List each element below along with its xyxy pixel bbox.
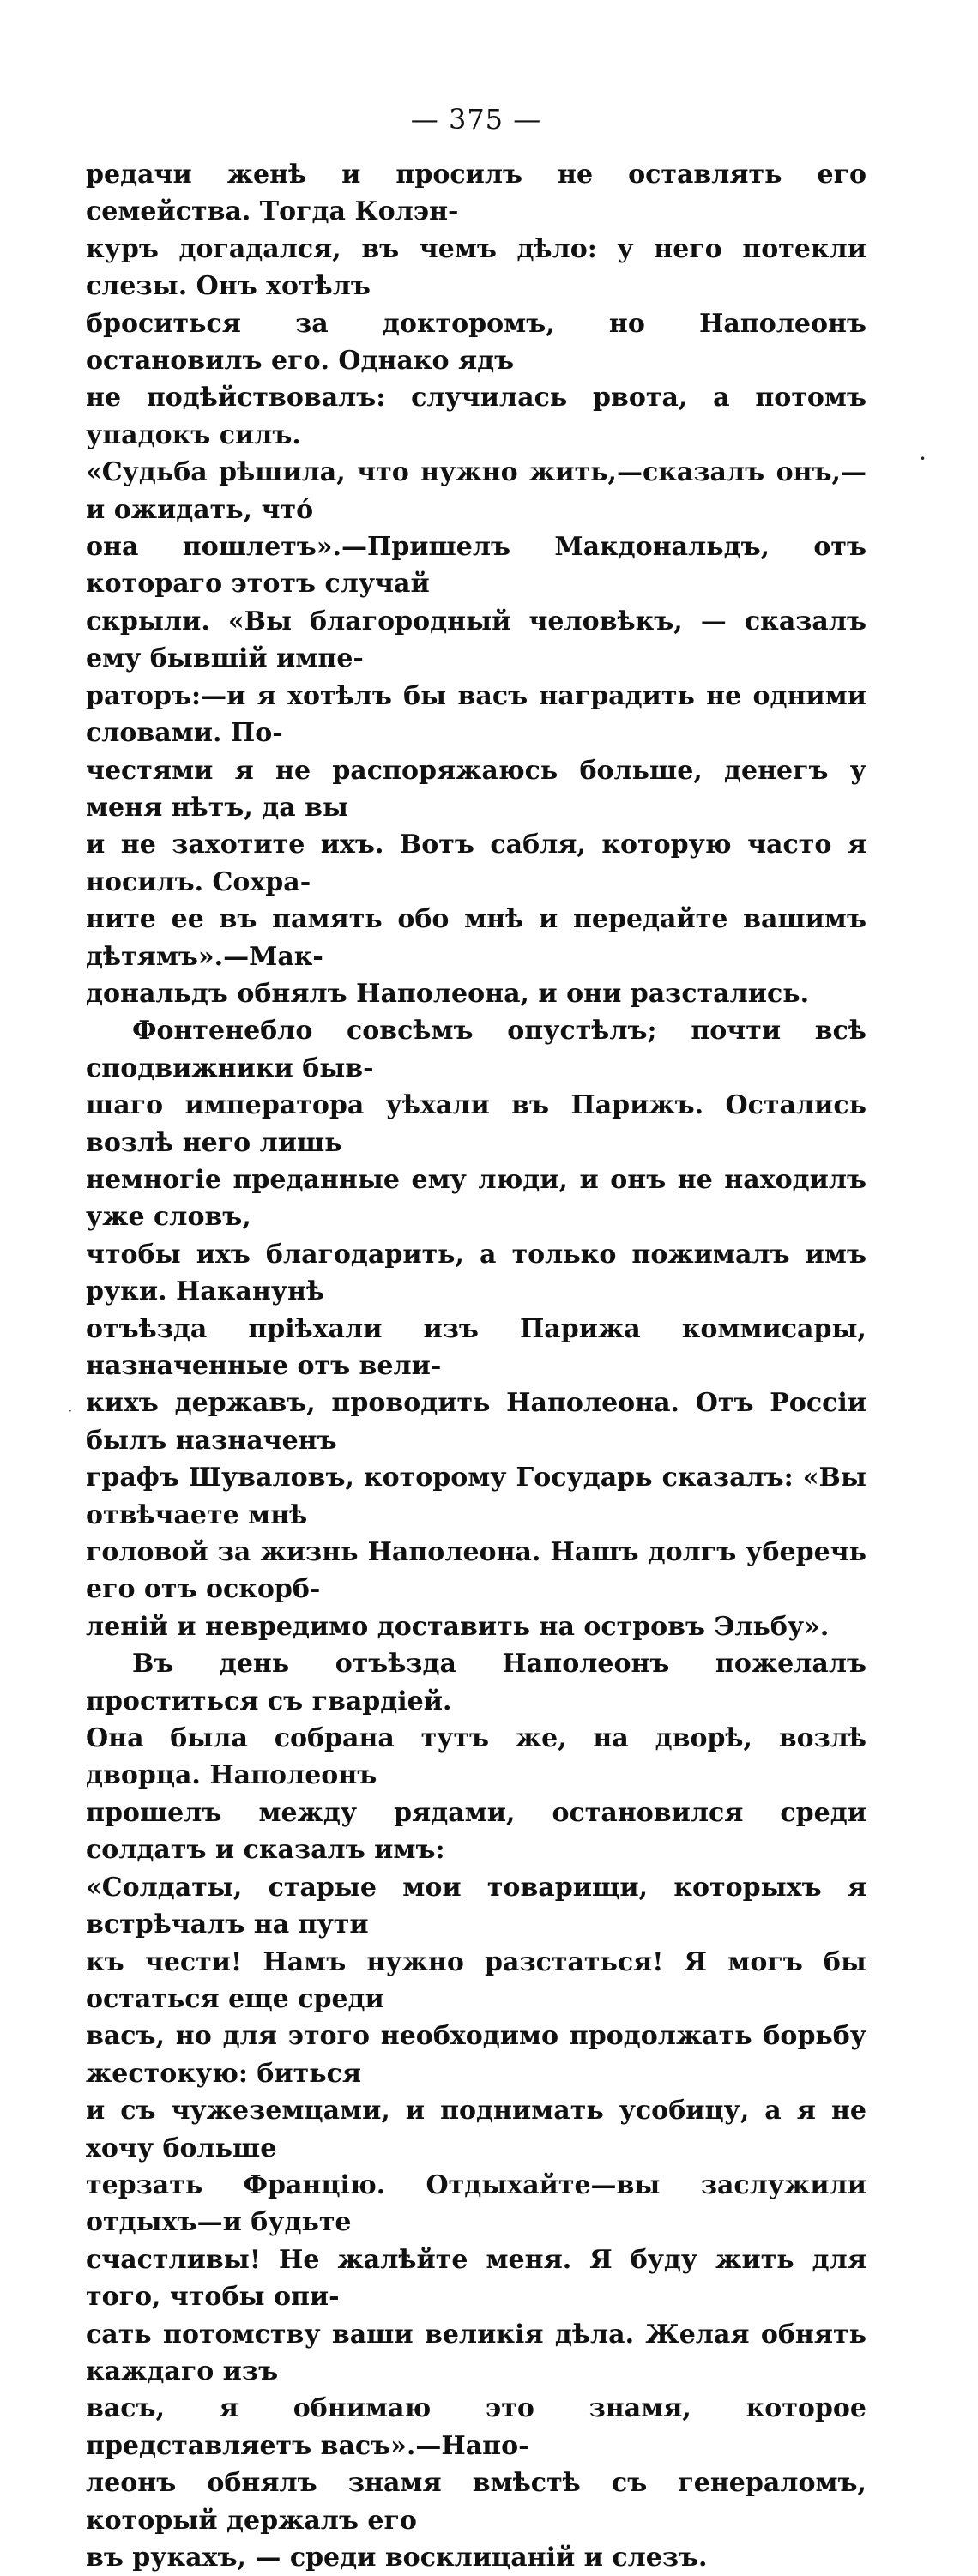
paragraph-farewell: Въ день отъѣзда Наполеонъ пожелалъ проститься съ гвардіей. Она была собрана тутъ же, на дворѣ, возлѣ дворца. Наполеонъ прошелъ между рядами, остановился среди солдатъ и сказалъ имъ: «Солдаты, старые мои товарищи, которыхъ я встрѣчалъ на пути къ чести! Намъ нужно разстаться! Я могъ бы остаться еще среди васъ, но для этого необходимо продолжать борьбу жестокую: биться и съ чужеземцами, и поднимать усобицу, а я не хочу больше терзать Францію. Отдыхайте—вы заслужили отдыхъ—и будьте счастливы! Не жалѣйте меня. Я буду жить для того, чтобы опи- сать потомству ваши великія дѣла. Желая обнять каждаго изъ васъ, я обнимаю это знамя, которое представляетъ васъ».—Напо- леонъ обнялъ знамя вмѣстѣ съ генераломъ, который держалъ его въ рукахъ, — среди восклицаній и слезъ. <box>86 1649 866 2573</box>
book-page <box>86 103 866 2576</box>
paragraph-continuation: редачи женѣ и просилъ не оставлять его семейства. Тогда Колэн- куръ догадался, въ чемъ дѣло: у него потекли слезы. Онъ хотѣлъ броситься за докторомъ, но Наполеонъ остановилъ его. Однако ядъ не подѣйствовалъ: случилась рвота, а потомъ упадокъ силъ. «Судьба рѣшила, что нужно жить,—сказалъ онъ,—и ожидать, что́ она пошлетъ».—Пришелъ Макдональдъ, отъ котораго этотъ случай скрыли. «Вы благородный человѣкъ, — сказалъ ему бывшій импе- раторъ:—и я хотѣлъ бы васъ наградить не одними словами. По- честями я не распоряжаюсь больше, денегъ у меня нѣтъ, да вы и не захотите ихъ. Вотъ сабля, которую часто я носилъ. Сохра- ните ее въ память обо мнѣ и передайте вашимъ дѣтямъ».—Мак- дональдъ обнялъ Наполеона, и они разстались. <box>86 160 866 1009</box>
margin-ink-mark: · <box>69 1405 72 1417</box>
margin-ink-mark: • <box>920 453 927 465</box>
paragraph-fontainebleau: Фонтенебло совсѣмъ опустѣлъ; почти всѣ сподвижники быв- шаго императора уѣхали въ Парижъ. Остались возлѣ него лишь немногіе преданные ему люди, и онъ не находилъ уже словъ, чтобы ихъ благодарить, а только пожималъ имъ руки. Наканунѣ отъѣзда пріѣхали изъ Парижа коммисары, назначенные отъ вели- кихъ державъ, проводить Наполеона. Отъ Россіи былъ назначенъ графъ Шуваловъ, которому Государь сказалъ: «Вы отвѣчаете мнѣ головой за жизнь Наполеона. Нашъ долгъ уберечь его отъ оскорб- леній и невредимо доставить на островъ Эльбу». <box>86 1016 866 1642</box>
page-number: — 375 — <box>410 103 542 136</box>
